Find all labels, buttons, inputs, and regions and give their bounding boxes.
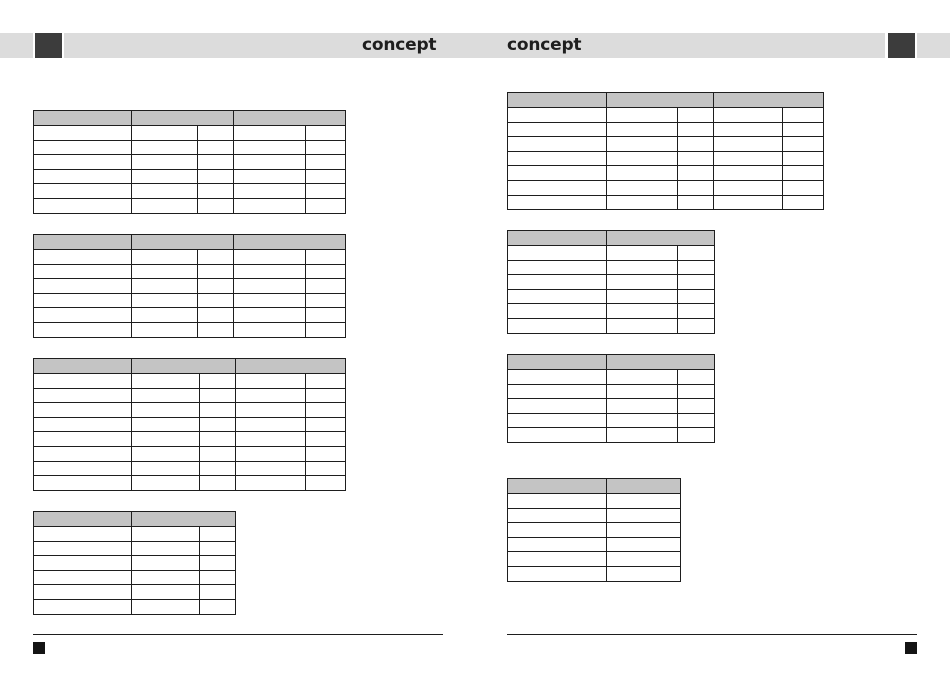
table-cell <box>132 264 198 279</box>
table-cell <box>200 527 236 542</box>
table-cell <box>714 137 783 152</box>
table-row <box>508 151 824 166</box>
table-cell <box>132 388 200 403</box>
table-cell <box>34 417 132 432</box>
table-cell <box>508 399 607 414</box>
header-band-right <box>917 33 950 58</box>
header-cell <box>34 111 132 126</box>
table-row <box>508 195 824 210</box>
table-cell <box>678 195 714 210</box>
table-cell <box>678 275 715 290</box>
table-cell <box>508 195 607 210</box>
table-cell <box>200 446 236 461</box>
table-left-1 <box>33 110 346 214</box>
table-row <box>34 155 346 170</box>
table-cell <box>306 264 346 279</box>
table-cell <box>236 374 306 389</box>
table-cell <box>678 246 715 261</box>
table-cell <box>508 370 607 385</box>
table-cell <box>508 122 607 137</box>
table-row <box>34 432 346 447</box>
table-cell <box>607 494 681 509</box>
table-row <box>34 264 346 279</box>
table-cell <box>198 250 234 265</box>
table-cell <box>132 541 200 556</box>
table-row <box>34 476 346 491</box>
table-cell <box>607 246 678 261</box>
header-band-center <box>64 33 885 58</box>
table-cell <box>508 428 607 443</box>
table-row <box>34 169 346 184</box>
header-cell <box>132 512 236 527</box>
table-cell <box>234 308 306 323</box>
table-cell <box>34 432 132 447</box>
table-cell <box>34 446 132 461</box>
table-row <box>508 413 715 428</box>
table-cell <box>34 570 132 585</box>
table-cell <box>200 432 236 447</box>
table-cell <box>306 476 346 491</box>
table-cell <box>306 184 346 199</box>
table-cell <box>198 279 234 294</box>
table-cell <box>34 322 132 337</box>
table-cell <box>198 169 234 184</box>
table-row <box>508 275 715 290</box>
table-cell <box>34 476 132 491</box>
table-cell <box>508 304 607 319</box>
table-cell <box>678 413 715 428</box>
table-cell <box>200 556 236 571</box>
header-cell <box>714 93 824 108</box>
table-cell <box>34 461 132 476</box>
table-cell <box>198 155 234 170</box>
table-cell <box>607 370 678 385</box>
table-row <box>508 246 715 261</box>
table-cell <box>236 417 306 432</box>
table-cell <box>234 126 306 141</box>
table-row <box>34 556 236 571</box>
table-cell <box>306 293 346 308</box>
table-cell <box>508 275 607 290</box>
table-cell <box>783 151 824 166</box>
table-row <box>34 541 236 556</box>
table-row <box>508 523 681 538</box>
table-cell <box>234 140 306 155</box>
table-row <box>508 428 715 443</box>
table-header-row <box>34 111 346 126</box>
table-cell <box>306 140 346 155</box>
table-cell <box>198 308 234 323</box>
table-row <box>34 461 346 476</box>
table-cell <box>34 541 132 556</box>
table-cell <box>198 264 234 279</box>
table-cell <box>306 388 346 403</box>
table-cell <box>678 370 715 385</box>
table-cell <box>607 399 678 414</box>
footer-rule-right <box>507 634 917 635</box>
table-cell <box>306 403 346 418</box>
table-cell <box>132 461 200 476</box>
table-cell <box>132 322 198 337</box>
table-row <box>508 122 824 137</box>
table-cell <box>234 279 306 294</box>
table-cell <box>132 126 198 141</box>
header-band-left <box>0 33 33 58</box>
table-cell <box>132 527 200 542</box>
table-cell <box>508 151 607 166</box>
header-cell <box>132 359 236 374</box>
table-cell <box>306 155 346 170</box>
table-cell <box>508 384 607 399</box>
table-cell <box>607 318 678 333</box>
table-cell <box>607 122 678 137</box>
table-cell <box>306 308 346 323</box>
table-cell <box>132 308 198 323</box>
table-cell <box>306 322 346 337</box>
table-cell <box>132 184 198 199</box>
table-cell <box>34 264 132 279</box>
header-cell <box>34 235 132 250</box>
header-cell <box>34 512 132 527</box>
header-cell <box>234 235 346 250</box>
table-row <box>34 126 346 141</box>
table-cell <box>607 108 678 123</box>
table-cell <box>34 585 132 600</box>
header-cell <box>236 359 346 374</box>
table-cell <box>234 169 306 184</box>
table-cell <box>198 140 234 155</box>
table-cell <box>508 260 607 275</box>
table-cell <box>508 523 607 538</box>
table-row <box>508 166 824 181</box>
table-row <box>508 370 715 385</box>
table-cell <box>607 566 681 581</box>
table-row <box>34 279 346 294</box>
table-cell <box>132 293 198 308</box>
table-cell <box>34 293 132 308</box>
table-cell <box>132 599 200 614</box>
table-row <box>34 308 346 323</box>
table-cell <box>607 137 678 152</box>
table-row <box>34 585 236 600</box>
table-cell <box>306 169 346 184</box>
table-cell <box>607 413 678 428</box>
table-row <box>34 198 346 213</box>
table-row <box>34 293 346 308</box>
table-cell <box>236 403 306 418</box>
page-marker-left <box>33 642 45 654</box>
header-cell <box>34 359 132 374</box>
table-cell <box>678 289 715 304</box>
table-row <box>34 570 236 585</box>
header-cell <box>508 479 607 494</box>
table-cell <box>200 388 236 403</box>
table-cell <box>678 428 715 443</box>
header-cell <box>508 93 607 108</box>
table-cell <box>34 403 132 418</box>
table-row <box>508 137 824 152</box>
table-cell <box>714 180 783 195</box>
table-cell <box>607 180 678 195</box>
table-cell <box>607 151 678 166</box>
table-right-3 <box>507 354 715 443</box>
table-header-row <box>34 235 346 250</box>
table-cell <box>34 308 132 323</box>
table-cell <box>198 126 234 141</box>
logo-right: concept <box>507 35 582 55</box>
table-cell <box>234 198 306 213</box>
table-row <box>34 388 346 403</box>
table-cell <box>508 508 607 523</box>
table-row <box>34 322 346 337</box>
table-cell <box>607 537 681 552</box>
table-cell <box>132 169 198 184</box>
table-cell <box>508 137 607 152</box>
table-row <box>34 403 346 418</box>
table-row <box>508 566 681 581</box>
header-cell <box>508 231 607 246</box>
table-cell <box>783 195 824 210</box>
table-cell <box>678 384 715 399</box>
table-header-row <box>508 231 715 246</box>
table-cell <box>306 461 346 476</box>
table-row <box>508 289 715 304</box>
table-right-2 <box>507 230 715 334</box>
table-cell <box>306 446 346 461</box>
table-row <box>508 318 715 333</box>
table-cell <box>508 494 607 509</box>
table-row <box>34 184 346 199</box>
table-cell <box>236 476 306 491</box>
table-cell <box>198 198 234 213</box>
header-cell <box>607 479 681 494</box>
table-cell <box>607 552 681 567</box>
table-cell <box>198 322 234 337</box>
table-cell <box>34 599 132 614</box>
table-row <box>508 508 681 523</box>
table-cell <box>132 374 200 389</box>
table-cell <box>508 318 607 333</box>
table-cell <box>678 137 714 152</box>
table-cell <box>236 461 306 476</box>
table-header-row <box>508 479 681 494</box>
table-cell <box>678 260 715 275</box>
table-cell <box>132 250 198 265</box>
table-cell <box>234 155 306 170</box>
table-cell <box>714 108 783 123</box>
table-row <box>508 180 824 195</box>
table-left-4 <box>33 511 236 615</box>
table-cell <box>132 155 198 170</box>
table-cell <box>783 137 824 152</box>
table-cell <box>607 166 678 181</box>
table-cell <box>678 304 715 319</box>
header-cell <box>607 355 715 370</box>
table-cell <box>678 122 714 137</box>
table-cell <box>714 151 783 166</box>
table-cell <box>200 570 236 585</box>
table-row <box>34 417 346 432</box>
table-cell <box>132 403 200 418</box>
table-cell <box>607 289 678 304</box>
table-cell <box>236 432 306 447</box>
table-cell <box>132 279 198 294</box>
table-cell <box>508 552 607 567</box>
table-cell <box>607 304 678 319</box>
table-cell <box>34 126 132 141</box>
table-cell <box>132 570 200 585</box>
table-row <box>508 384 715 399</box>
table-cell <box>607 523 681 538</box>
table-row <box>34 140 346 155</box>
table-cell <box>34 155 132 170</box>
table-cell <box>234 184 306 199</box>
table-cell <box>508 166 607 181</box>
table-cell <box>306 374 346 389</box>
table-row <box>508 304 715 319</box>
table-row <box>34 599 236 614</box>
header-cell <box>234 111 346 126</box>
table-cell <box>508 246 607 261</box>
table-cell <box>508 537 607 552</box>
table-row <box>34 374 346 389</box>
table-cell <box>783 180 824 195</box>
table-left-2 <box>33 234 346 338</box>
header-cell <box>132 235 234 250</box>
table-cell <box>234 293 306 308</box>
table-row <box>34 527 236 542</box>
table-right-4 <box>507 478 681 582</box>
table-cell <box>132 198 198 213</box>
header-cell <box>132 111 234 126</box>
table-cell <box>200 417 236 432</box>
table-cell <box>306 126 346 141</box>
table-cell <box>200 541 236 556</box>
table-cell <box>34 140 132 155</box>
table-cell <box>132 585 200 600</box>
table-cell <box>200 585 236 600</box>
table-row <box>508 399 715 414</box>
page-marker-right <box>905 642 917 654</box>
table-cell <box>34 169 132 184</box>
table-cell <box>306 250 346 265</box>
table-cell <box>508 566 607 581</box>
table-cell <box>678 180 714 195</box>
footer-rule-left <box>33 634 443 635</box>
header-square-left <box>35 33 62 58</box>
table-row <box>508 260 715 275</box>
table-cell <box>132 140 198 155</box>
table-cell <box>200 403 236 418</box>
table-cell <box>200 599 236 614</box>
table-cell <box>607 508 681 523</box>
table-row <box>34 446 346 461</box>
header-cell <box>508 355 607 370</box>
table-cell <box>678 318 715 333</box>
table-cell <box>34 279 132 294</box>
table-row <box>508 537 681 552</box>
table-cell <box>34 198 132 213</box>
table-cell <box>132 556 200 571</box>
table-cell <box>234 264 306 279</box>
table-row <box>508 494 681 509</box>
table-cell <box>198 293 234 308</box>
table-cell <box>607 260 678 275</box>
table-row <box>34 250 346 265</box>
table-cell <box>34 527 132 542</box>
table-cell <box>783 122 824 137</box>
table-left-3 <box>33 358 346 491</box>
table-row <box>508 552 681 567</box>
table-cell <box>783 166 824 181</box>
table-cell <box>132 432 200 447</box>
table-cell <box>234 250 306 265</box>
table-cell <box>34 388 132 403</box>
table-cell <box>714 122 783 137</box>
table-cell <box>306 198 346 213</box>
table-cell <box>508 180 607 195</box>
table-cell <box>236 388 306 403</box>
table-cell <box>508 413 607 428</box>
table-cell <box>607 384 678 399</box>
table-cell <box>198 184 234 199</box>
table-cell <box>200 461 236 476</box>
table-cell <box>132 417 200 432</box>
logo-left: concept <box>362 35 437 55</box>
table-cell <box>714 166 783 181</box>
table-cell <box>678 151 714 166</box>
table-cell <box>34 556 132 571</box>
table-cell <box>607 195 678 210</box>
table-cell <box>306 432 346 447</box>
header-cell <box>607 93 714 108</box>
table-header-row <box>34 512 236 527</box>
table-cell <box>714 195 783 210</box>
table-cell <box>607 275 678 290</box>
table-cell <box>306 417 346 432</box>
header-square-right <box>888 33 915 58</box>
table-cell <box>234 322 306 337</box>
table-cell <box>200 476 236 491</box>
table-cell <box>132 476 200 491</box>
table-cell <box>783 108 824 123</box>
table-header-row <box>34 359 346 374</box>
table-cell <box>678 399 715 414</box>
header-cell <box>607 231 715 246</box>
table-cell <box>678 166 714 181</box>
table-header-row <box>508 355 715 370</box>
table-cell <box>508 108 607 123</box>
table-cell <box>678 108 714 123</box>
table-row <box>508 108 824 123</box>
table-cell <box>34 184 132 199</box>
table-cell <box>34 250 132 265</box>
table-cell <box>508 289 607 304</box>
table-cell <box>236 446 306 461</box>
table-header-row <box>508 93 824 108</box>
table-cell <box>200 374 236 389</box>
table-cell <box>306 279 346 294</box>
table-right-1 <box>507 92 824 210</box>
table-cell <box>607 428 678 443</box>
table-cell <box>34 374 132 389</box>
table-cell <box>132 446 200 461</box>
